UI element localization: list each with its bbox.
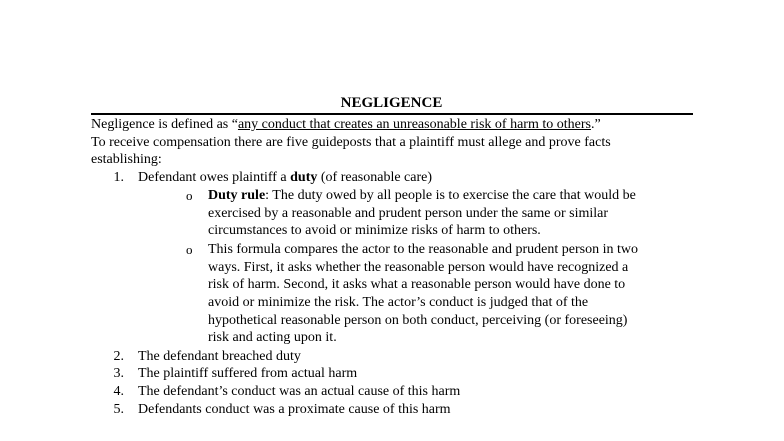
sub-bullet-text: : The duty owed by all people is to exercise the care that would be: [265, 188, 636, 203]
sub-bullet-line: hypothetical reasonable person on both conduct, perceiving (or foreseeing): [208, 313, 628, 328]
paragraph-line-2: establishing:: [91, 152, 162, 167]
definition-text: any conduct that creates an unreasonable risk of harm to others: [237, 117, 591, 132]
sub-bullet-line: risk and acting upon it.: [208, 330, 337, 345]
sub-bullet-line: This formula compares the actor to the reasonable and prudent person in two: [208, 242, 638, 257]
list-item-text: Defendant owes plaintiff a: [138, 170, 291, 185]
list-item-number: 5.: [113, 402, 124, 417]
duty-term: duty: [290, 170, 318, 185]
duty-rule-term: Duty rule: [208, 188, 266, 203]
list-item-number: 4.: [113, 384, 124, 399]
list-item: The defendant’s conduct was an actual cause of this harm: [138, 384, 461, 399]
list-item: [138, 169, 432, 186]
definition-suffix: .”: [590, 117, 601, 132]
sub-bullet-line: exercised by a reasonable and prudent person under the same or similar: [208, 206, 609, 221]
definition-line: [91, 116, 601, 133]
list-item-number: 2.: [113, 349, 124, 364]
list-item: Defendants conduct was a proximate cause of this harm: [138, 402, 451, 417]
sub-bullet-marker: o: [186, 242, 193, 257]
list-item-number: 1.: [113, 170, 124, 185]
list-item-number: 3.: [113, 366, 124, 381]
sub-bullet-marker: o: [186, 188, 193, 203]
sub-bullet-line: circumstances to avoid or minimize risks of harm to others.: [208, 223, 541, 238]
definition-prefix: Negligence is defined as “: [91, 117, 238, 132]
paragraph-line-1: To receive compensation there are five guideposts that a plaintiff must allege and prove facts: [91, 135, 611, 150]
list-item: The plaintiff suffered from actual harm: [138, 366, 358, 381]
sub-bullet-line: avoid or minimize the risk. The actor’s conduct is judged that of the: [208, 295, 589, 310]
sub-bullet-line: [208, 187, 636, 204]
list-item-text: (of reasonable care): [317, 170, 433, 185]
list-item: The defendant breached duty: [138, 349, 301, 364]
sub-bullet-line: risk of harm. Second, it asks what a reasonable person would have done to: [208, 277, 626, 292]
document-title: NEGLIGENCE: [340, 95, 443, 111]
title-underline-rule: [91, 113, 693, 115]
sub-bullet-line: ways. First, it asks whether the reasonable person would have recognized a: [208, 260, 629, 275]
